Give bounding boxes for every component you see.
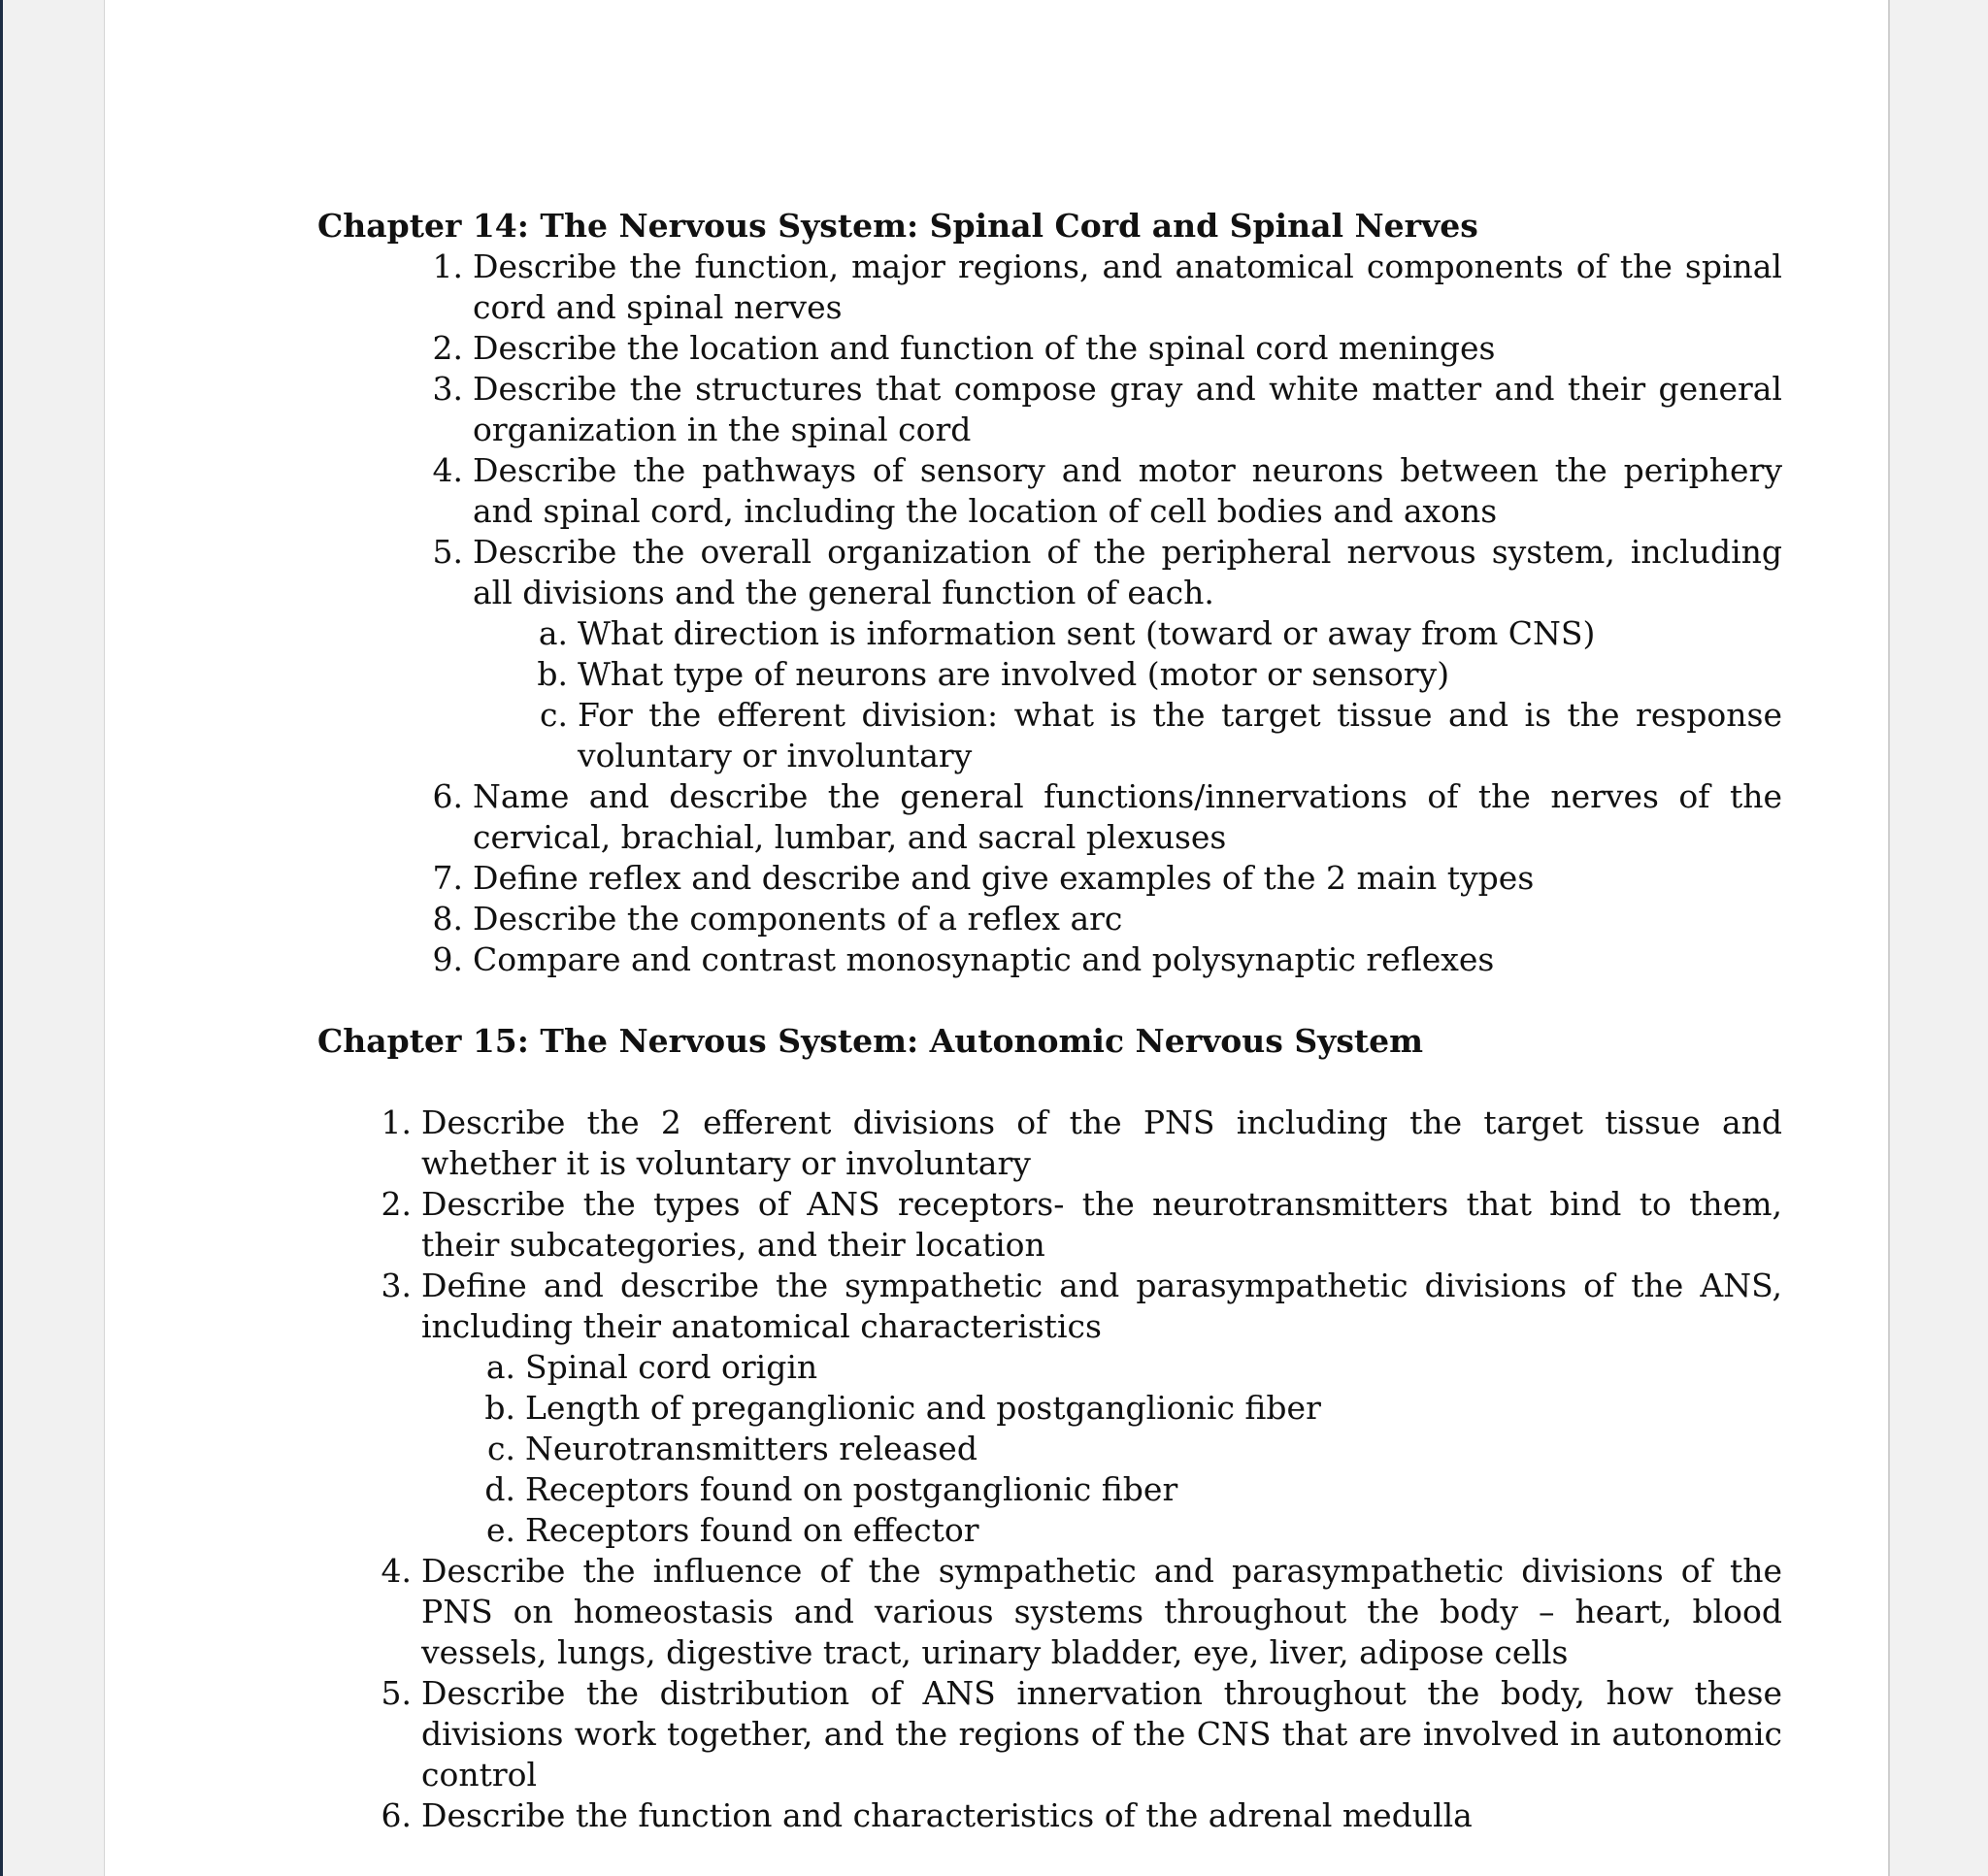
chapter-14-section <box>317 206 1782 980</box>
title-spacer <box>317 1062 1782 1103</box>
item-number: 2. <box>381 1185 412 1223</box>
list-item <box>317 776 1782 858</box>
list-item <box>317 1795 1782 1836</box>
sub-item-text: Spinal cord origin <box>525 1348 818 1386</box>
item-text: Describe the components of a reflex arc <box>473 900 1123 938</box>
item-text: Describe the distribution of ANS innervation throughout the body, how these divisions work together, and the regions of the CNS that are involved in autonomic control <box>421 1674 1782 1794</box>
item-text: Define reflex and describe and give examples of the 2 main types <box>473 859 1535 897</box>
chapter-15-objectives <box>317 1103 1782 1347</box>
item-text: Compare and contrast monosynaptic and polysynaptic reflexes <box>473 940 1495 978</box>
item-number: 5. <box>381 1674 412 1712</box>
sub-item-letter: e. <box>485 1511 515 1549</box>
section-spacer <box>317 980 1782 1021</box>
sub-list-item <box>317 1469 1782 1510</box>
sub-item-text: What direction is information sent (toward or away from CNS) <box>578 614 1596 652</box>
sub-item-letter: c. <box>540 696 568 734</box>
item-text: Name and describe the general functions/innervations of the nerves of the cervical, brachial, lumbar, and sacral plexuses <box>473 777 1782 856</box>
list-item <box>317 1266 1782 1347</box>
page-content <box>317 206 1782 1836</box>
item-number: 1. <box>381 1103 412 1141</box>
sub-item-letter: b. <box>484 1389 515 1427</box>
item-number: 6. <box>432 777 463 815</box>
item-number: 1. <box>432 247 463 285</box>
item-number: 2. <box>432 329 463 367</box>
sub-item-text: Neurotransmitters released <box>525 1430 977 1467</box>
chapter-15-title: Chapter 15: The Nervous System: Autonomic Nervous System <box>317 1022 1424 1060</box>
item-number: 3. <box>432 370 463 408</box>
sub-list-item <box>317 1388 1782 1429</box>
chapter-15-section <box>317 1021 1782 1836</box>
list-item <box>317 1551 1782 1673</box>
item-number: 4. <box>381 1552 412 1590</box>
chapter-14-objectives-continued <box>317 776 1782 980</box>
sub-item-letter: a. <box>538 614 568 652</box>
item-text: Describe the structures that compose gray and white matter and their general organization in the spinal cord <box>473 370 1782 448</box>
sub-item-text: Length of preganglionic and postganglionic fiber <box>525 1389 1321 1427</box>
sub-item-text: Receptors found on effector <box>525 1511 979 1549</box>
chapter-15-objectives-continued <box>317 1551 1782 1836</box>
document-page <box>104 0 1890 1876</box>
item-number: 6. <box>381 1796 412 1834</box>
list-item <box>317 532 1782 613</box>
sub-item-text: What type of neurons are involved (motor or sensory) <box>578 655 1450 693</box>
list-item <box>317 1103 1782 1184</box>
item-text: Describe the 2 efferent divisions of the PNS including the target tissue and whether it is voluntary or involuntary <box>421 1103 1782 1182</box>
item-number: 5. <box>432 533 463 571</box>
item-text: Describe the pathways of sensory and motor neurons between the periphery and spinal cord, including the location of cell bodies and axons <box>473 451 1782 530</box>
chapter-14-title: Chapter 14: The Nervous System: Spinal Cord and Spinal Nerves <box>317 207 1478 245</box>
list-item <box>317 450 1782 532</box>
list-item <box>317 1184 1782 1266</box>
list-item <box>317 858 1782 899</box>
item-text: Describe the function, major regions, and anatomical components of the spinal cord and spinal nerves <box>473 247 1782 326</box>
chapter-15-sublist <box>317 1347 1782 1551</box>
item-number: 8. <box>432 900 463 938</box>
item-number: 7. <box>432 859 463 897</box>
window-left-edge <box>0 0 3 1876</box>
chapter-14-objectives <box>317 247 1782 613</box>
sub-list-item <box>317 1510 1782 1551</box>
list-item <box>317 247 1782 328</box>
item-text: Describe the types of ANS receptors- the neurotransmitters that bind to them, their subcategories, and their location <box>421 1185 1782 1264</box>
sub-list-item <box>317 654 1782 695</box>
list-item <box>317 899 1782 939</box>
sub-item-letter: a. <box>485 1348 515 1386</box>
chapter-14-sublist <box>317 613 1782 776</box>
sub-list-item <box>317 613 1782 654</box>
list-item <box>317 939 1782 980</box>
item-text: Describe the function and characteristics of the adrenal medulla <box>421 1796 1473 1834</box>
sub-list-item <box>317 1429 1782 1469</box>
sub-item-letter: c. <box>487 1430 515 1467</box>
list-item <box>317 328 1782 369</box>
list-item <box>317 1673 1782 1795</box>
sub-item-letter: d. <box>484 1470 515 1508</box>
list-item <box>317 369 1782 450</box>
sub-list-item <box>317 695 1782 776</box>
item-text: Define and describe the sympathetic and parasympathetic divisions of the ANS, including their anatomical characteristics <box>421 1267 1782 1345</box>
item-number: 4. <box>432 451 463 489</box>
sub-list-item <box>317 1347 1782 1388</box>
item-text: Describe the influence of the sympathetic and parasympathetic divisions of the PNS on homeostasis and various systems throughout the body – heart, blood vessels, lungs, digestive tract, urinary bladder, eye, liver, adipose cells <box>421 1552 1782 1671</box>
item-text: Describe the location and function of the spinal cord meninges <box>473 329 1496 367</box>
item-number: 9. <box>432 940 463 978</box>
item-number: 3. <box>381 1267 412 1304</box>
sub-item-text: Receptors found on postganglionic fiber <box>525 1470 1178 1508</box>
item-text: Describe the overall organization of the peripheral nervous system, including all divisions and the general function of each. <box>473 533 1782 611</box>
sub-item-text: For the efferent division: what is the target tissue and is the response voluntary or involuntary <box>578 696 1782 774</box>
sub-item-letter: b. <box>537 655 568 693</box>
